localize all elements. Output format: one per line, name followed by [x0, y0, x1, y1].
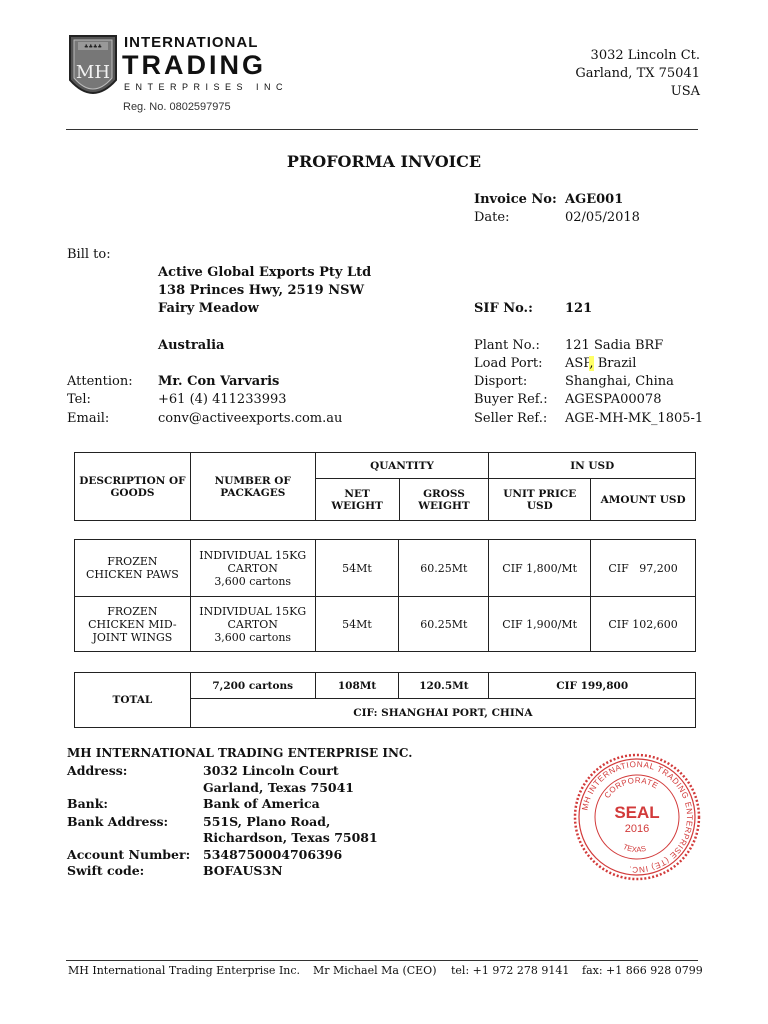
swift-code-label: Swift code:: [67, 863, 145, 878]
plant-label: Plant No.:: [474, 338, 540, 353]
header-gross-weight: GROSS WEIGHT: [399, 479, 489, 521]
load-port-country: Brazil: [593, 356, 637, 371]
header-quantity: QUANTITY: [315, 453, 489, 479]
total-table: [74, 672, 696, 728]
item-gross-weight: 60.25Mt: [399, 597, 489, 652]
bank-address-line-1: 3032 Lincoln Court: [203, 763, 339, 778]
logo-monogram: MH: [75, 62, 111, 83]
table-row: [75, 597, 696, 652]
seal-state: TEXAS: [621, 842, 647, 855]
bill-to-country: Australia: [158, 338, 225, 353]
bill-to-street: 138 Princes Hwy, 2519 NSW: [158, 283, 365, 298]
total-amount: CIF 199,800: [489, 673, 696, 699]
disport-value: Shanghai, China: [565, 374, 674, 389]
item-gross-weight: 60.25Mt: [399, 540, 489, 597]
header-net-weight: NET WEIGHT: [315, 479, 399, 521]
item-packages-line-1: INDIVIDUAL 15KG: [199, 548, 307, 562]
item-description: FROZEN CHICKEN MID-JOINT WINGS: [75, 597, 191, 652]
item-amount: CIF 97,200: [591, 540, 696, 597]
footer-company: MH International Trading Enterprise Inc.: [68, 964, 301, 977]
document-title: PROFORMA INVOICE: [286, 152, 482, 171]
header-packages: NUMBER OF PACKAGES: [190, 453, 315, 521]
bank-address-value-1: 551S, Plano Road,: [203, 814, 331, 829]
total-cartons: 7,200 cartons: [190, 673, 315, 699]
plant-value: 121 Sadia BRF: [565, 338, 664, 353]
attention-value: Mr. Con Varvaris: [158, 374, 280, 389]
invoice-no-value: AGE001: [565, 192, 624, 207]
total-label: TOTAL: [75, 673, 191, 728]
swift-code-value: BOFAUS3N: [203, 863, 283, 878]
seal-year: 2016: [624, 823, 650, 835]
email-label: Email:: [67, 411, 110, 426]
buyer-ref-value: AGESPA00078: [565, 392, 662, 407]
corporate-seal: [572, 752, 702, 882]
sif-label: SIF No.:: [474, 301, 533, 316]
account-number-value: 5348750004706396: [203, 847, 343, 862]
item-packages-line-2: CARTON: [227, 561, 278, 575]
load-port-code: ASP: [565, 356, 590, 371]
bill-to-name: Active Global Exports Pty Ltd: [158, 265, 372, 280]
company-address-line-2: Garland, TX 75041: [575, 66, 700, 81]
footer-divider: [66, 960, 698, 961]
bank-label: Bank:: [67, 796, 109, 811]
total-net: 108Mt: [315, 673, 399, 699]
item-packages-line-3: 3,600 cartons: [214, 574, 292, 588]
registration-number: Reg. No. 0802597975: [123, 101, 231, 113]
item-packages-line-1: INDIVIDUAL 15KG: [199, 604, 307, 618]
date-value: 02/05/2018: [565, 210, 640, 225]
items-header-table: [74, 452, 696, 521]
logo-line-3: ENTERPRISES INC: [124, 82, 289, 92]
seller-ref-label: Seller Ref.:: [474, 411, 548, 426]
item-amount: CIF 102,600: [591, 597, 696, 652]
svg-text:TEXAS: [622, 842, 647, 854]
item-packages: [190, 597, 315, 652]
bank-address-label: Address:: [67, 763, 128, 778]
item-net-weight: 54Mt: [315, 540, 399, 597]
header-in-usd: IN USD: [489, 453, 696, 479]
tel-value: +61 (4) 411233993: [158, 392, 287, 407]
footer-tel: tel: +1 972 278 9141: [451, 964, 570, 977]
header-description: DESCRIPTION OF GOODS: [75, 453, 191, 521]
footer-ceo: Mr Michael Ma (CEO): [313, 964, 437, 977]
total-gross: 120.5Mt: [399, 673, 489, 699]
tel-label: Tel:: [67, 392, 91, 407]
items-table: [74, 539, 696, 652]
item-net-weight: 54Mt: [315, 597, 399, 652]
bank-address-value-2: Richardson, Texas 75081: [203, 830, 378, 845]
bill-to-label: Bill to:: [67, 247, 111, 262]
account-number-label: Account Number:: [67, 847, 191, 862]
item-description: FROZEN CHICKEN PAWS: [75, 540, 191, 597]
seal-word: SEAL: [614, 803, 660, 822]
date-label: Date:: [474, 210, 510, 225]
item-packages: [190, 540, 315, 597]
item-packages-line-2: CARTON: [227, 617, 278, 631]
bank-company-name: MH INTERNATIONAL TRADING ENTERPRISE INC.: [67, 746, 413, 760]
load-port-label: Load Port:: [474, 356, 543, 371]
bank-address-line-2: Garland, Texas 75041: [203, 780, 354, 795]
load-port-value: [565, 356, 636, 371]
bank-address-title: Bank Address:: [67, 814, 169, 829]
disport-label: Disport:: [474, 374, 528, 389]
email-value: conv@activeexports.com.au: [158, 411, 343, 426]
header-divider: [66, 129, 698, 130]
seal-outer-text: MH INTERNATIONAL TRADING ENTERPRISE (TE) INC.: [580, 759, 695, 875]
total-terms: CIF: SHANGHAI PORT, CHINA: [190, 699, 695, 728]
company-address-line-3: USA: [670, 84, 700, 99]
item-packages-line-3: 3,600 cartons: [214, 630, 292, 644]
buyer-ref-label: Buyer Ref.:: [474, 392, 548, 407]
header-unit-price: UNIT PRICE USD: [489, 479, 591, 521]
attention-label: Attention:: [67, 374, 133, 389]
footer-fax: fax: +1 866 928 0799: [582, 964, 703, 977]
table-row: [75, 540, 696, 597]
seller-ref-value: AGE-MH-MK_1805-1: [565, 411, 704, 426]
invoice-no-label: Invoice No:: [474, 192, 557, 207]
item-unit-price: CIF 1,800/Mt: [489, 540, 591, 597]
header-amount: AMOUNT USD: [591, 479, 696, 521]
company-address-line-1: 3032 Lincoln Ct.: [590, 48, 700, 63]
item-unit-price: CIF 1,900/Mt: [489, 597, 591, 652]
bank-value: Bank of America: [203, 796, 320, 811]
bill-to-suburb: Fairy Meadow: [158, 301, 259, 316]
logo-line-2: TRADING: [122, 50, 266, 80]
logo-line-1: INTERNATIONAL: [124, 34, 259, 51]
seal-corporate-text: CORPORATE: [602, 775, 660, 800]
svg-text:♣♣♣♣: ♣♣♣♣: [84, 44, 102, 50]
sif-value: 121: [565, 301, 593, 316]
svg-text:CORPORATE: [603, 776, 660, 800]
load-port-highlight: ,: [589, 356, 594, 371]
